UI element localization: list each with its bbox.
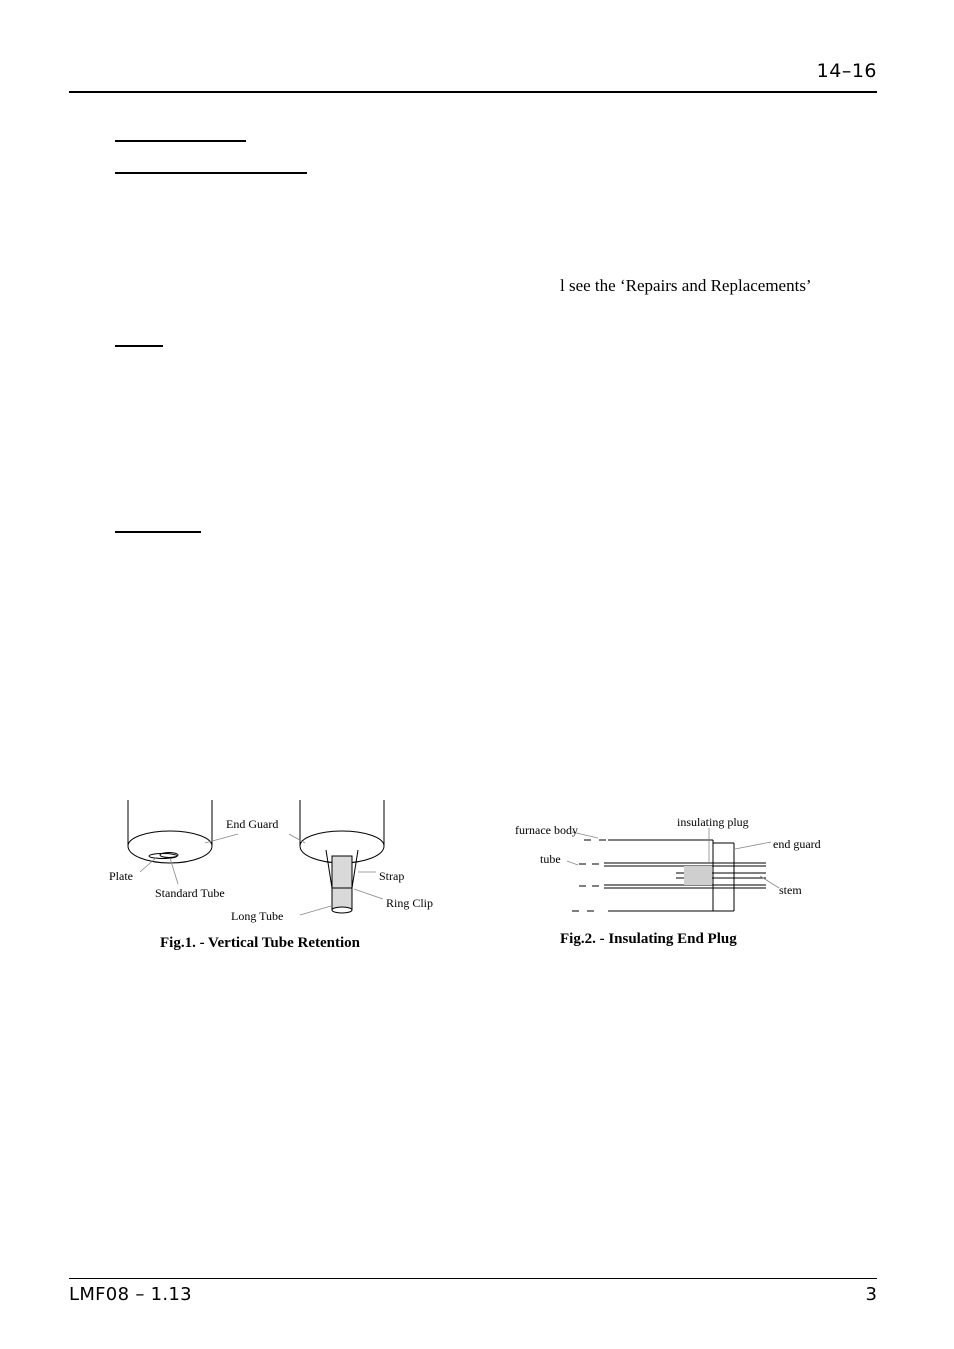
body-text-fragment: l see the ‘Repairs and Replacements’ xyxy=(560,276,812,295)
heading-underline-2 xyxy=(115,172,307,174)
footer-page-number: 3 xyxy=(865,1284,877,1305)
fig1-label-ring-clip: Ring Clip xyxy=(386,896,434,910)
header-page-code: 14–16 xyxy=(816,60,877,82)
fig1-label-strap: Strap xyxy=(379,869,405,883)
header-rule xyxy=(69,91,877,93)
fig1-label-plate: Plate xyxy=(109,869,133,883)
heading-underline-3 xyxy=(115,345,163,347)
heading-underline-1 xyxy=(115,140,246,142)
fig2-label-stem: stem xyxy=(779,883,802,897)
fig2-caption: Fig.2. - Insulating End Plug xyxy=(560,931,737,947)
figure-1-vertical-tube-retention xyxy=(100,795,460,960)
fig2-label-insulating-plug: insulating plug xyxy=(677,815,749,829)
fig1-caption: Fig.1. - Vertical Tube Retention xyxy=(160,935,361,951)
footer-rule xyxy=(69,1278,877,1279)
figure-2-insulating-end-plug xyxy=(505,808,840,953)
fig2-label-tube: tube xyxy=(540,852,561,866)
fig2-label-end-guard: end guard xyxy=(773,837,821,851)
heading-underline-4 xyxy=(115,531,201,533)
fig1-label-long-tube: Long Tube xyxy=(231,909,284,923)
fig1-label-end-guard: End Guard xyxy=(226,817,279,831)
fig1-label-standard-tube: Standard Tube xyxy=(155,886,225,900)
fig2-label-furnace-body: furnace body xyxy=(515,823,578,837)
footer-doc-id: LMF08 – 1.13 xyxy=(69,1284,192,1305)
